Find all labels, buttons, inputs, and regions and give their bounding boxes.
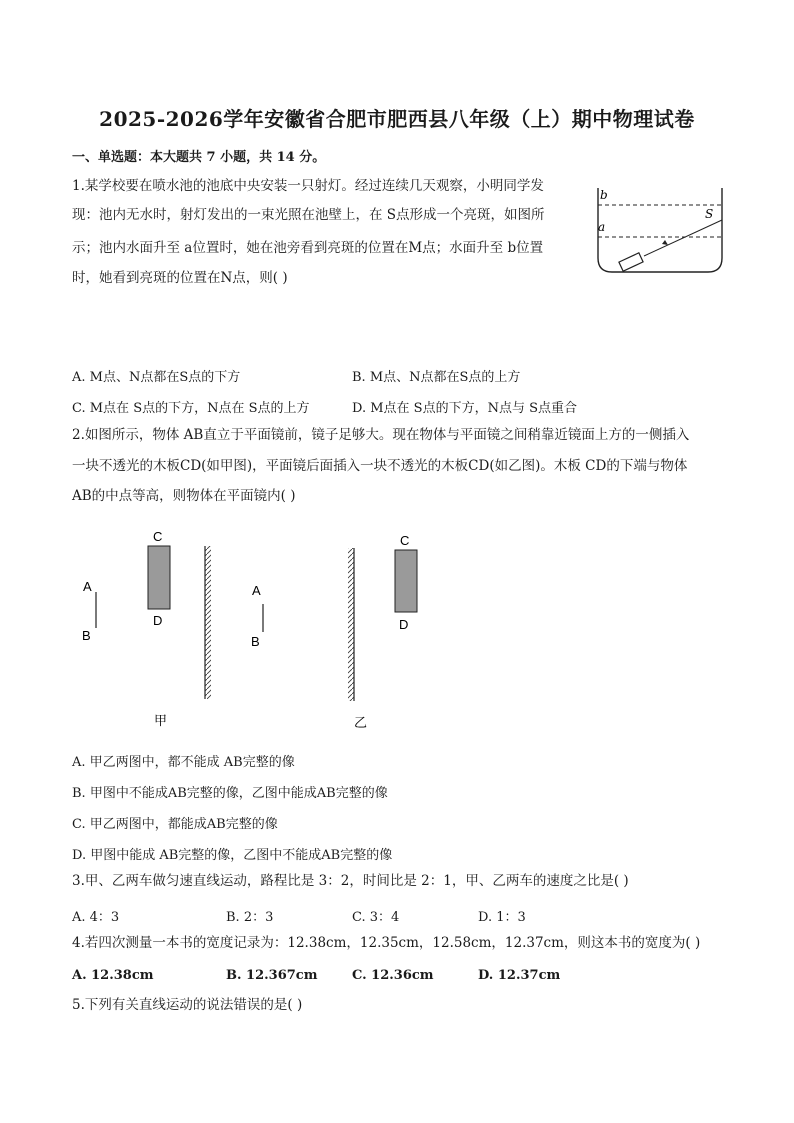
q4-line: 4.若四次测量一本书的宽度记录为：12.38cm，12.35cm，12.58cm，12.37cm，则这本书的宽度为( ) (72, 935, 701, 951)
q3-option-d: D. 1：3 (478, 910, 526, 925)
section-heading: 一、单选题：本大题共 7 小题，共 14 分。 (72, 150, 326, 165)
label-b: b (600, 188, 608, 202)
label-s: S (705, 207, 714, 221)
q1-line-1: 1.某学校要在喷水池的池底中央安装一只射灯。经过连续几天观察，小明同学发 (72, 178, 544, 194)
fig-right-label-b: B (251, 634, 260, 649)
label-a: a (598, 220, 606, 234)
q5-line: 5.下列有关直线运动的说法错误的是( ) (72, 997, 303, 1013)
q1-line-3: 示；池内水面升至 a位置时，她在池旁看到亮斑的位置在M点；水面升至 b位置 (72, 240, 544, 256)
q1-option-d: D. M点在 S点的下方，N点与 S点重合 (352, 401, 577, 416)
mirror-figure (72, 524, 432, 734)
fig-right-label-d: D (399, 617, 409, 632)
fig-right-mirror-hatch (348, 548, 354, 701)
q2-option-d: D. 甲图中能成 AB完整的像，乙图中不能成AB完整的像 (72, 848, 393, 863)
fig-right-caption: 乙 (354, 716, 368, 731)
fig-right-label-a: A (252, 583, 261, 598)
q2-line-3: AB的中点等高，则物体在平面镜内( ) (72, 488, 296, 504)
q3-option-b: B. 2：3 (226, 910, 274, 925)
fig-left-label-b: B (82, 628, 91, 643)
q4-option-d: D. 12.37cm (478, 968, 561, 983)
fig-left-label-a: A (83, 579, 92, 594)
q1-line-2: 现：池内无水时，射灯发出的一束光照在池壁上，在 S点形成一个亮斑，如图所 (72, 207, 545, 223)
q3-option-c: C. 3：4 (352, 910, 400, 925)
q4-option-a: A. 12.38cm (72, 968, 154, 983)
q2-line-2: 一块不透光的木板CD(如甲图)，平面镜后面插入一块不透光的木板CD(如乙图)。木板 CD的下端与物体 (72, 458, 688, 474)
q1-option-b: B. M点、N点都在S点的上方 (352, 370, 521, 385)
spotlight (619, 253, 643, 271)
fig-right-board-cd (395, 550, 417, 612)
q4-option-c: C. 12.36cm (352, 968, 434, 983)
ray-arrow-icon (662, 240, 668, 245)
light-ray (644, 220, 722, 256)
q1-option-a: A. M点、N点都在S点的下方 (72, 370, 241, 385)
fig-right-label-c: C (400, 533, 410, 548)
pool-figure (588, 180, 738, 280)
q2-option-c: C. 甲乙两图中，都能成AB完整的像 (72, 817, 278, 832)
q2-option-b: B. 甲图中不能成AB完整的像，乙图中能成AB完整的像 (72, 786, 388, 801)
fig-left-label-c: C (153, 529, 163, 544)
q1-option-c: C. M点在 S点的下方，N点在 S点的上方 (72, 401, 310, 416)
fig-left-board-cd (148, 546, 170, 609)
q1-line-4: 时，她看到亮斑的位置在N点，则( ) (72, 270, 288, 286)
q3-option-a: A. 4：3 (72, 910, 120, 925)
fig-left-caption: 甲 (154, 714, 168, 729)
q2-option-a: A. 甲乙两图中，都不能成 AB完整的像 (72, 755, 295, 770)
q4-option-b: B. 12.367cm (226, 968, 318, 983)
q3-line: 3.甲、乙两车做匀速直线运动，路程比是 3：2，时间比是 2：1，甲、乙两车的速度之比是( ) (72, 873, 629, 889)
page-title: 2025-2026学年安徽省合肥市肥西县八年级（上）期中物理试卷 (99, 107, 695, 131)
fig-left-mirror-hatch (205, 546, 211, 699)
q2-line-1: 2.如图所示，物体 AB直立于平面镜前，镜子足够大。现在物体与平面镜之间稍靠近镜面上方的一侧插入 (72, 427, 690, 443)
fig-left-label-d: D (153, 613, 163, 628)
